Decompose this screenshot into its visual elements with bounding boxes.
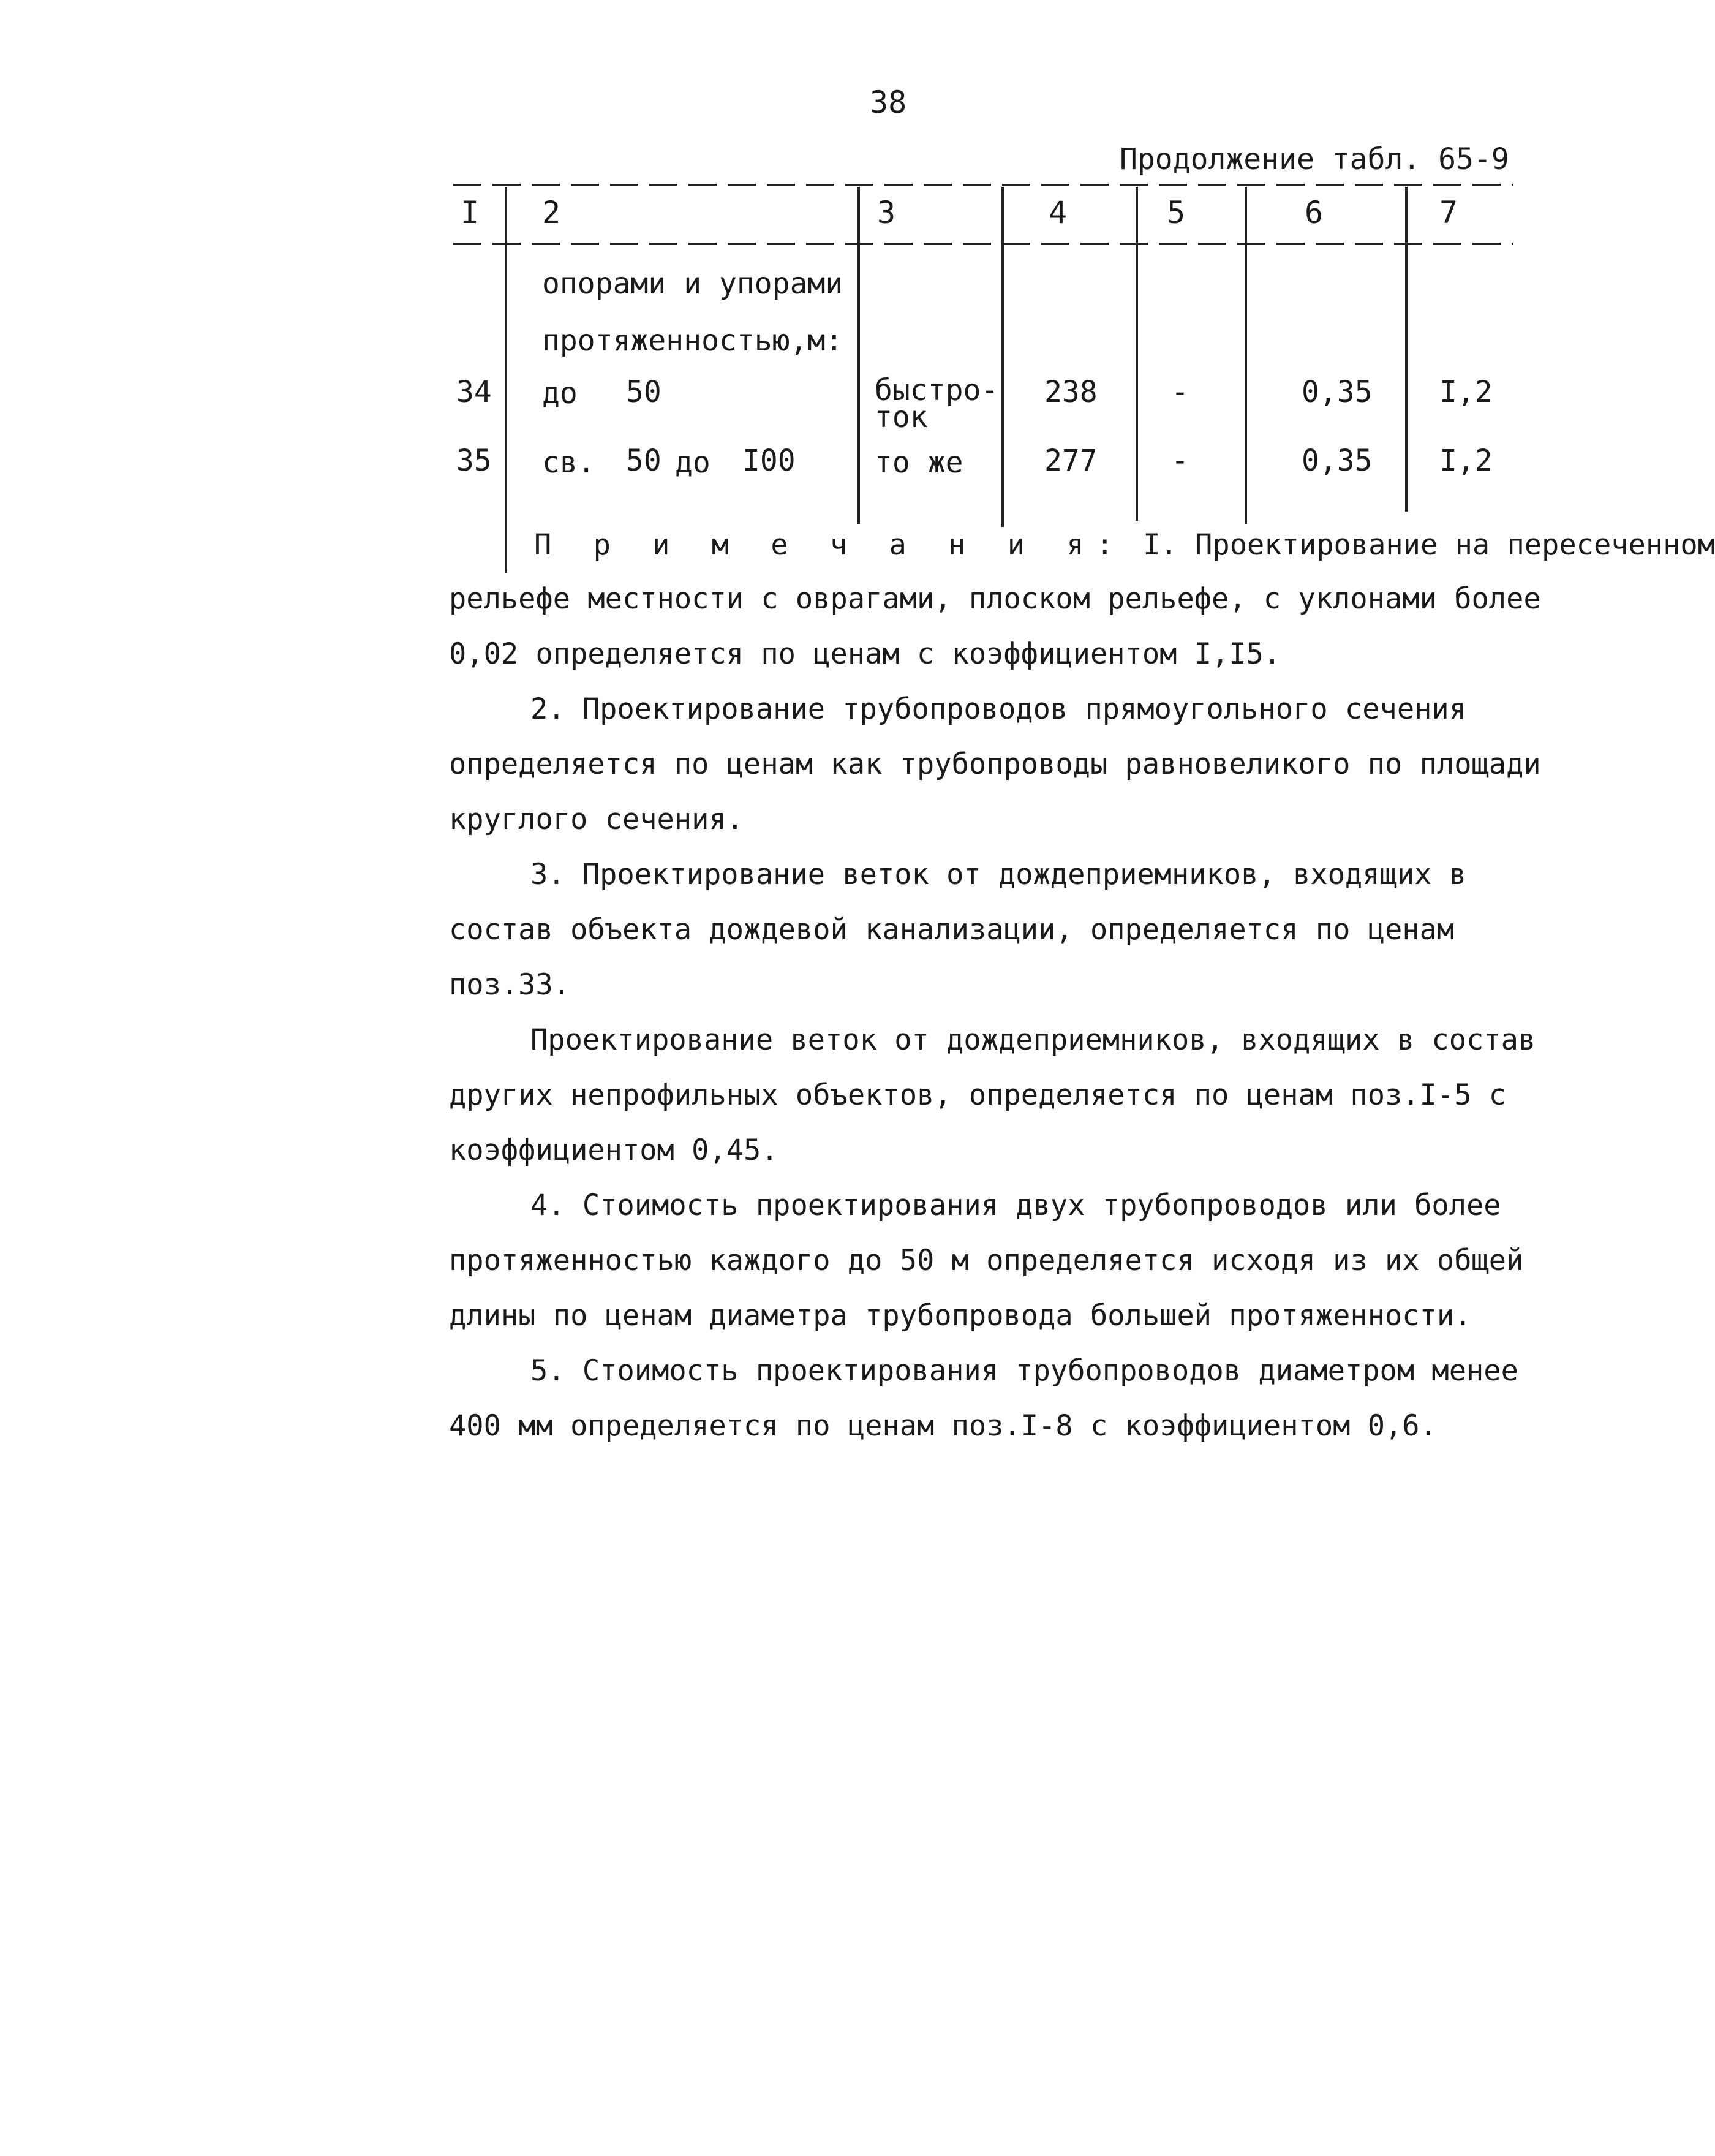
note-5-line1: 5. Стоимость проектирования трубопроводов диаметром менее (530, 1354, 1518, 1388)
row-34-col7: I,2 (1439, 375, 1493, 409)
row-34-col3: быстро- ток (875, 373, 999, 434)
note-2-line2: определяется по ценам как трубопроводы равновеликого по площади (449, 747, 1541, 781)
group-text-line1: опорами и упорами (542, 267, 843, 301)
note-3-line1: 3. Проектирование веток от дождеприемников, входящих в (530, 858, 1467, 891)
row-35-from: 50 (626, 444, 662, 478)
col-header-6: 6 (1305, 195, 1324, 230)
row-35-to-word: до (675, 445, 710, 480)
note-1-first-line: I. Проектирование на пересеченном (1143, 528, 1715, 562)
note-2-line3: круглого сечения. (449, 803, 744, 836)
row-35-col7: I,2 (1439, 444, 1493, 478)
note-3-line2: состав объекта дождевой канализации, определяется по ценам (449, 913, 1455, 947)
note-2-line1: 2. Проектирование трубопроводов прямоугольного сечения (530, 692, 1467, 726)
note-1-line2: рельефе местности с оврагами, плоском рельефе, с уклонами более (449, 582, 1541, 616)
note-4-line1: 4. Стоимость проектирования двух трубопроводов или более (530, 1189, 1501, 1222)
row-35-col3: то же (875, 445, 963, 480)
note-3b-line2: других непрофильных объектов, определяется по ценам поз.I-5 с (449, 1078, 1507, 1112)
notes-heading (534, 518, 1715, 573)
col-header-1: I (461, 195, 480, 230)
col-header-3: 3 (877, 195, 896, 230)
row-34-from: 50 (626, 375, 662, 409)
row-34-number: 34 (456, 375, 492, 409)
notes-heading-label: П р и м е ч а н и я: (534, 528, 1126, 562)
col-header-7: 7 (1439, 195, 1458, 230)
note-3b-line1: Проектирование веток от дождеприемников, входящих в состав (530, 1023, 1536, 1057)
col-header-2: 2 (542, 195, 561, 230)
row-34-prefix: до (542, 376, 578, 410)
row-34-col5: - (1171, 375, 1189, 409)
row-34-col4: 238 (1044, 375, 1098, 409)
row-35-col5: - (1171, 444, 1189, 478)
note-5-line2: 400 мм определяется по ценам поз.I-8 с коэффициентом 0,6. (449, 1409, 1437, 1443)
note-4-line2: протяженностью каждого до 50 м определяется исходя из их общей (449, 1244, 1524, 1277)
note-1-line3: 0,02 определяется по ценам с коэффициентом I,I5. (449, 637, 1281, 671)
row-35-col4: 277 (1044, 444, 1098, 478)
table-caption: Продолжение табл. 65-9 (1120, 142, 1509, 176)
note-3-line3: поз.33. (449, 968, 571, 1002)
note-4-line3: длины по ценам диаметра трубопровода большей протяженности. (449, 1299, 1472, 1333)
col-header-4: 4 (1049, 195, 1068, 230)
row-35-to: I00 (742, 444, 796, 478)
page-number: 38 (870, 85, 907, 120)
group-text-line2: протяженностью,м: (542, 323, 843, 358)
col-header-5: 5 (1167, 195, 1186, 230)
row-34-col6: 0,35 (1302, 375, 1373, 409)
row-35-prefix: св. (542, 445, 595, 480)
row-35-number: 35 (456, 444, 492, 478)
note-3b-line3: коэффициентом 0,45. (449, 1133, 778, 1167)
row-35-col6: 0,35 (1302, 444, 1373, 478)
